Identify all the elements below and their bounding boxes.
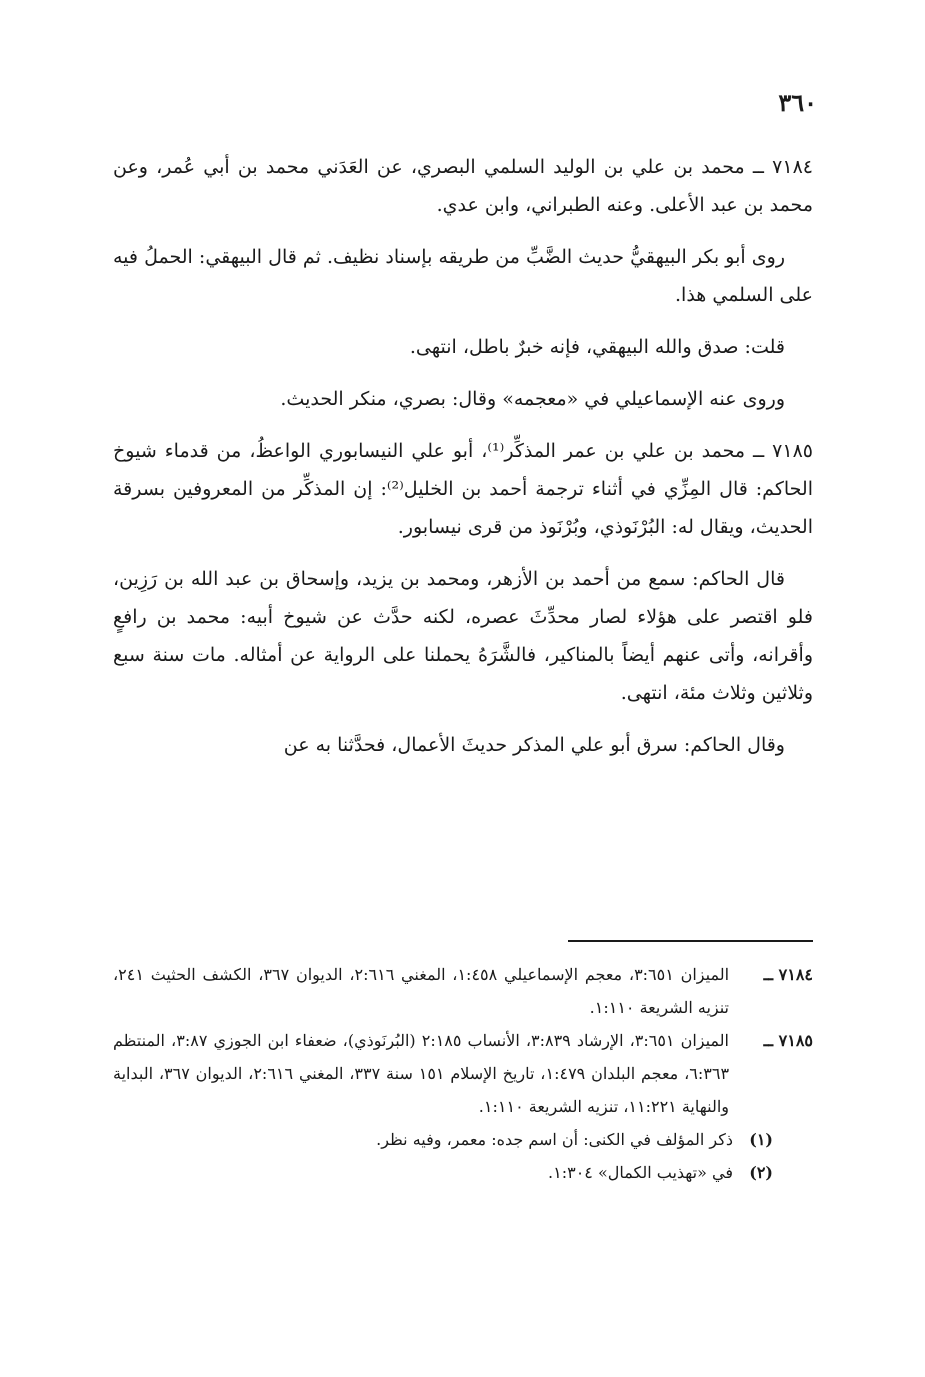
footnote-text: ذكر المؤلف في الكنى: أن اسم جده: معمر، وفيه نظر. (376, 1130, 733, 1149)
footnotes-section (113, 958, 813, 1189)
footnote-mark: (٢) (749, 1163, 773, 1182)
footnote-divider (568, 940, 813, 942)
entry-7184-paragraph: ٧١٨٤ ــ محمد بن علي بن الوليد السلمي البصري، عن العَدَني محمد بن أبي عُمر، وعن محمد بن عبد الأعلى. وعنه الطبراني، وابن عدي. (113, 156, 813, 216)
main-text (113, 148, 813, 778)
source-entry-text: الميزان ٣:٦٥١، معجم الإسماعيلي ١:٤٥٨، المغني ٢:٦١٦، الديوان ٣٦٧، الكشف الحثيث ٢٤١، تنزيه الشريعة ١:١١٠. (113, 965, 730, 1017)
source-entry (113, 1024, 813, 1123)
source-entry (113, 958, 813, 1024)
footnote (113, 1156, 773, 1189)
hakim-paragraph: قال الحاكم: سمع من أحمد بن الأزهر، ومحمد بن يزيد، وإسحاق بن عبد الله بن رَزِين، فلو اقتصر على هؤلاء لصار محدِّثَ عصره، لكنه حدَّث عن شيوخ أبيه: محمد بن رافعٍ وأقرانه، وأتى عنهم أيضاً بالمناكير، فالشَّرَهُ يحملنا على الرواية عن أمثاله. مات سنة سبع وثلاثين وثلاث مئة، انتهى. (113, 568, 813, 704)
entry-7185-paragraph: ٧١٨٥ ــ محمد بن علي بن عمر المذكِّر⁽¹⁾، أبو علي النيسابوري الواعظُ، من قدماء شيوخ الحاكم: قال المِزِّي في أثناء ترجمة أحمد بن الخليل⁽²⁾: إن المذكِّر من المعروفين بسرقة الحديث، ويقال له: البُرْنَوذي، وبُرْنَوذ من قرى نيسابور. (113, 440, 813, 538)
hakim-continued-paragraph: وقال الحاكم: سرق أبو علي المذكر حديثَ الأعمال، فحدَّثنا به عن (283, 734, 785, 756)
author-comment-paragraph: قلت: صدق والله البيهقي، فإنه خبرٌ باطل، انتهى. (409, 336, 785, 358)
page-number: ٣٦٠ (778, 88, 817, 117)
bayhaqi-paragraph: روى أبو بكر البيهقيُّ حديث الضَّبِّ من طريقه بإسناد نظيف. ثم قال البيهقي: الحملُ فيه على السلمي هذا. (113, 246, 813, 306)
footnote (113, 1123, 773, 1156)
ismaili-paragraph: وروى عنه الإسماعيلي في «معجمه» وقال: بصري، منكر الحديث. (280, 388, 785, 410)
source-entry-number: ٧١٨٤ ــ (763, 965, 813, 984)
footnote-text: في «تهذيب الكمال» ١:٣٠٤. (548, 1163, 733, 1182)
footnote-mark: (١) (749, 1130, 773, 1149)
source-entry-number: ٧١٨٥ ــ (763, 1031, 813, 1050)
source-entry-text: الميزان ٣:٦٥١، الإرشاد ٣:٨٣٩، الأنساب ٢:١٨٥ (البُرنَوذي)، ضعفاء ابن الجوزي ٣:٨٧، المنتظم ٦:٣٦٣، معجم البلدان ١:٤٧٩، تاريخ الإسلام ١٥١ سنة ٣٣٧، المغني ٢:٦١٦، الديوان ٣٦٧، البداية والنهاية ١١:٢٢١، تنزيه الشريعة ١:١١٠. (113, 1031, 730, 1116)
